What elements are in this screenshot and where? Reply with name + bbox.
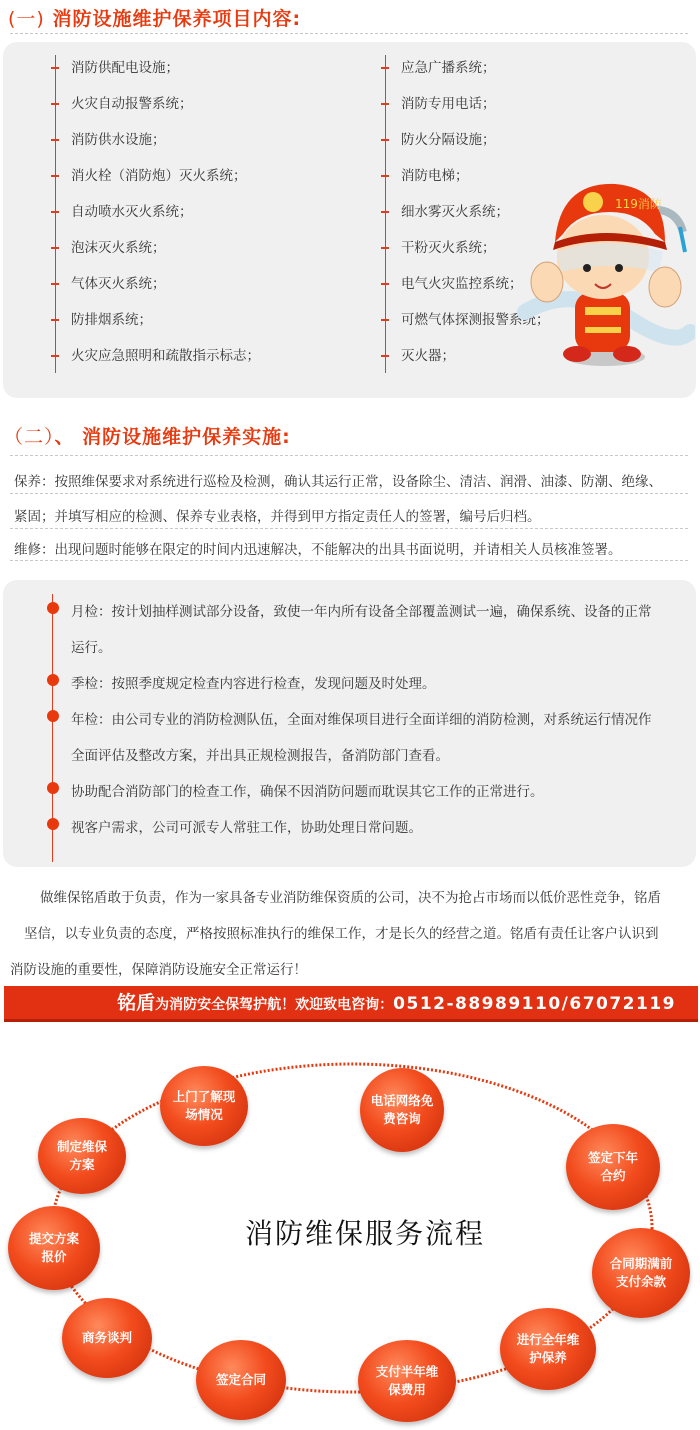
maintenance-item: 应急广播系统； [401,60,496,75]
bullet-tick [381,175,389,177]
maintenance-item: 火灾应急照明和疏散指示标志； [71,348,260,363]
bullet-tick [51,67,59,69]
monthly-check: 月检：按计划抽样测试部分设备，致使一年内所有设备全部覆盖测试一遍，确保系统、设备的正常 [71,604,652,619]
bullet-tick [51,319,59,321]
bullet-tick [51,355,59,357]
repair-text: 维修：出现问题时能够在限定的时间内迅速解决，不能解决的出具书面说明，并请相关人员核准签署。 [14,542,622,557]
flow-step-7: 支付半年维 保费用 [358,1340,456,1422]
maintenance-text-2: 紧固；并填写相应的检测、保养专业表格，并得到甲方指定责任人的签署，编号后归档。 [14,509,541,524]
maintenance-item: 自动喷水灭火系统； [71,204,193,219]
flow-step-8: 进行全年维 护保养 [500,1308,596,1390]
maintenance-item: 防排烟系统； [71,312,152,327]
flow-step-6: 签定合同 [196,1340,286,1420]
assist-fire-dept: 协助配合消防部门的检查工作，确保不因消防问题而耽误其它工作的正常进行。 [71,784,544,799]
intro-paragraph-line-1: 做维保铭盾敢于负责，作为一家具备专业消防维保资质的公司，决不为抢占市场而以低价恶性竞争，铭盾 [40,890,661,905]
timeline-dot [47,818,59,830]
section1-title-prefix: (一) [8,8,45,30]
annual-check: 年检：由公司专业的消防检测队伍，全面对维保项目进行全面详细的消防检测，对系统运行情况作 [71,712,652,727]
banner-text [117,986,676,1020]
bullet-tick [51,211,59,213]
divider [10,493,688,494]
bullet-tick [381,211,389,213]
bullet-tick [381,103,389,105]
monthly-check-cont: 运行。 [71,640,112,655]
flow-step-9: 合同期满前 支付余款 [592,1228,690,1318]
contact-banner [4,986,698,1022]
bullet-tick [381,319,389,321]
banner-slogan: 为消防安全保驾护航！欢迎致电咨询： [155,996,394,1012]
flow-title: 消防维保服务流程 [245,1217,486,1250]
section1-title [8,4,301,34]
helmet-text: 119消防 [615,197,662,211]
divider [10,528,688,529]
brand-name: 铭盾 [117,992,156,1014]
flow-step-4: 提交方案 报价 [8,1206,100,1290]
maintenance-item: 干粉灭火系统； [401,240,496,255]
bullet-tick [381,247,389,249]
bullet-tick [381,283,389,285]
bullet-tick [51,175,59,177]
flow-step-1: 电话网络免 费咨询 [360,1068,444,1152]
flow-step-2: 上门了解现 场情况 [160,1066,248,1146]
bullet-tick [51,139,59,141]
maintenance-item: 消防电梯； [401,168,469,183]
phone-number[interactable]: 0512-88989110/67072119 [393,994,676,1014]
maintenance-item: 火灾自动报警系统； [71,96,193,111]
maintenance-text-1: 保养：按照维保要求对系统进行巡检及检测，确认其运行正常，设备除尘、清洁、润滑、油漆、防潮、绝缘、 [14,474,662,489]
maintenance-item: 细水雾灭火系统； [401,204,509,219]
maintenance-item: 泡沫灭火系统； [71,240,166,255]
maintenance-item: 灭火器； [401,348,455,363]
timeline-dot [47,710,59,722]
quarterly-check: 季检：按照季度规定检查内容进行检查，发现问题及时处理。 [71,676,436,691]
maintenance-item: 防火分隔设施； [401,132,496,147]
annual-check-cont: 全面评估及整改方案，并出具正规检测报告，备消防部门查看。 [71,748,449,763]
section1-title-text: 消防设施维护保养项目内容: [44,8,302,30]
on-site-staff: 视客户需求，公司可派专人常驻工作，协助处理日常问题。 [71,820,422,835]
maintenance-item: 气体灭火系统； [71,276,166,291]
bullet-tick [381,67,389,69]
firefighter-mascot [515,172,695,372]
bullet-tick [51,103,59,105]
maintenance-item: 可燃气体探测报警系统； [401,312,550,327]
flow-step-10: 签定下年 合约 [566,1124,660,1210]
bullet-tick [51,247,59,249]
maintenance-item: 消火栓（消防炮）灭火系统； [71,168,247,183]
intro-paragraph-line-2: 坚信，以专业负责的态度，严格按照标准执行的维保工作，才是长久的经营之道。铭盾有责任让客户认识到 [24,926,659,941]
timeline-dot [47,602,59,614]
bullet-tick [381,355,389,357]
divider [10,33,688,34]
maintenance-item: 电气火灾监控系统； [401,276,523,291]
timeline-dot [47,782,59,794]
bullet-tick [51,283,59,285]
bullet-tick [381,139,389,141]
section2-title-text: 、 消防设施维护保养实施: [54,426,291,448]
section2-title-prefix: （二） [4,426,55,448]
intro-paragraph-line-3: 消防设施的重要性，保障消防设施安全正常运行！ [10,962,307,977]
divider [10,455,688,456]
flow-step-3: 制定维保 方案 [38,1118,126,1194]
section2-title [4,422,291,452]
flow-step-5: 商务谈判 [62,1298,152,1378]
maintenance-item: 消防供配电设施； [71,60,179,75]
divider [10,560,688,561]
timeline-dot [47,674,59,686]
maintenance-item: 消防供水设施； [71,132,166,147]
maintenance-item: 消防专用电话； [401,96,496,111]
